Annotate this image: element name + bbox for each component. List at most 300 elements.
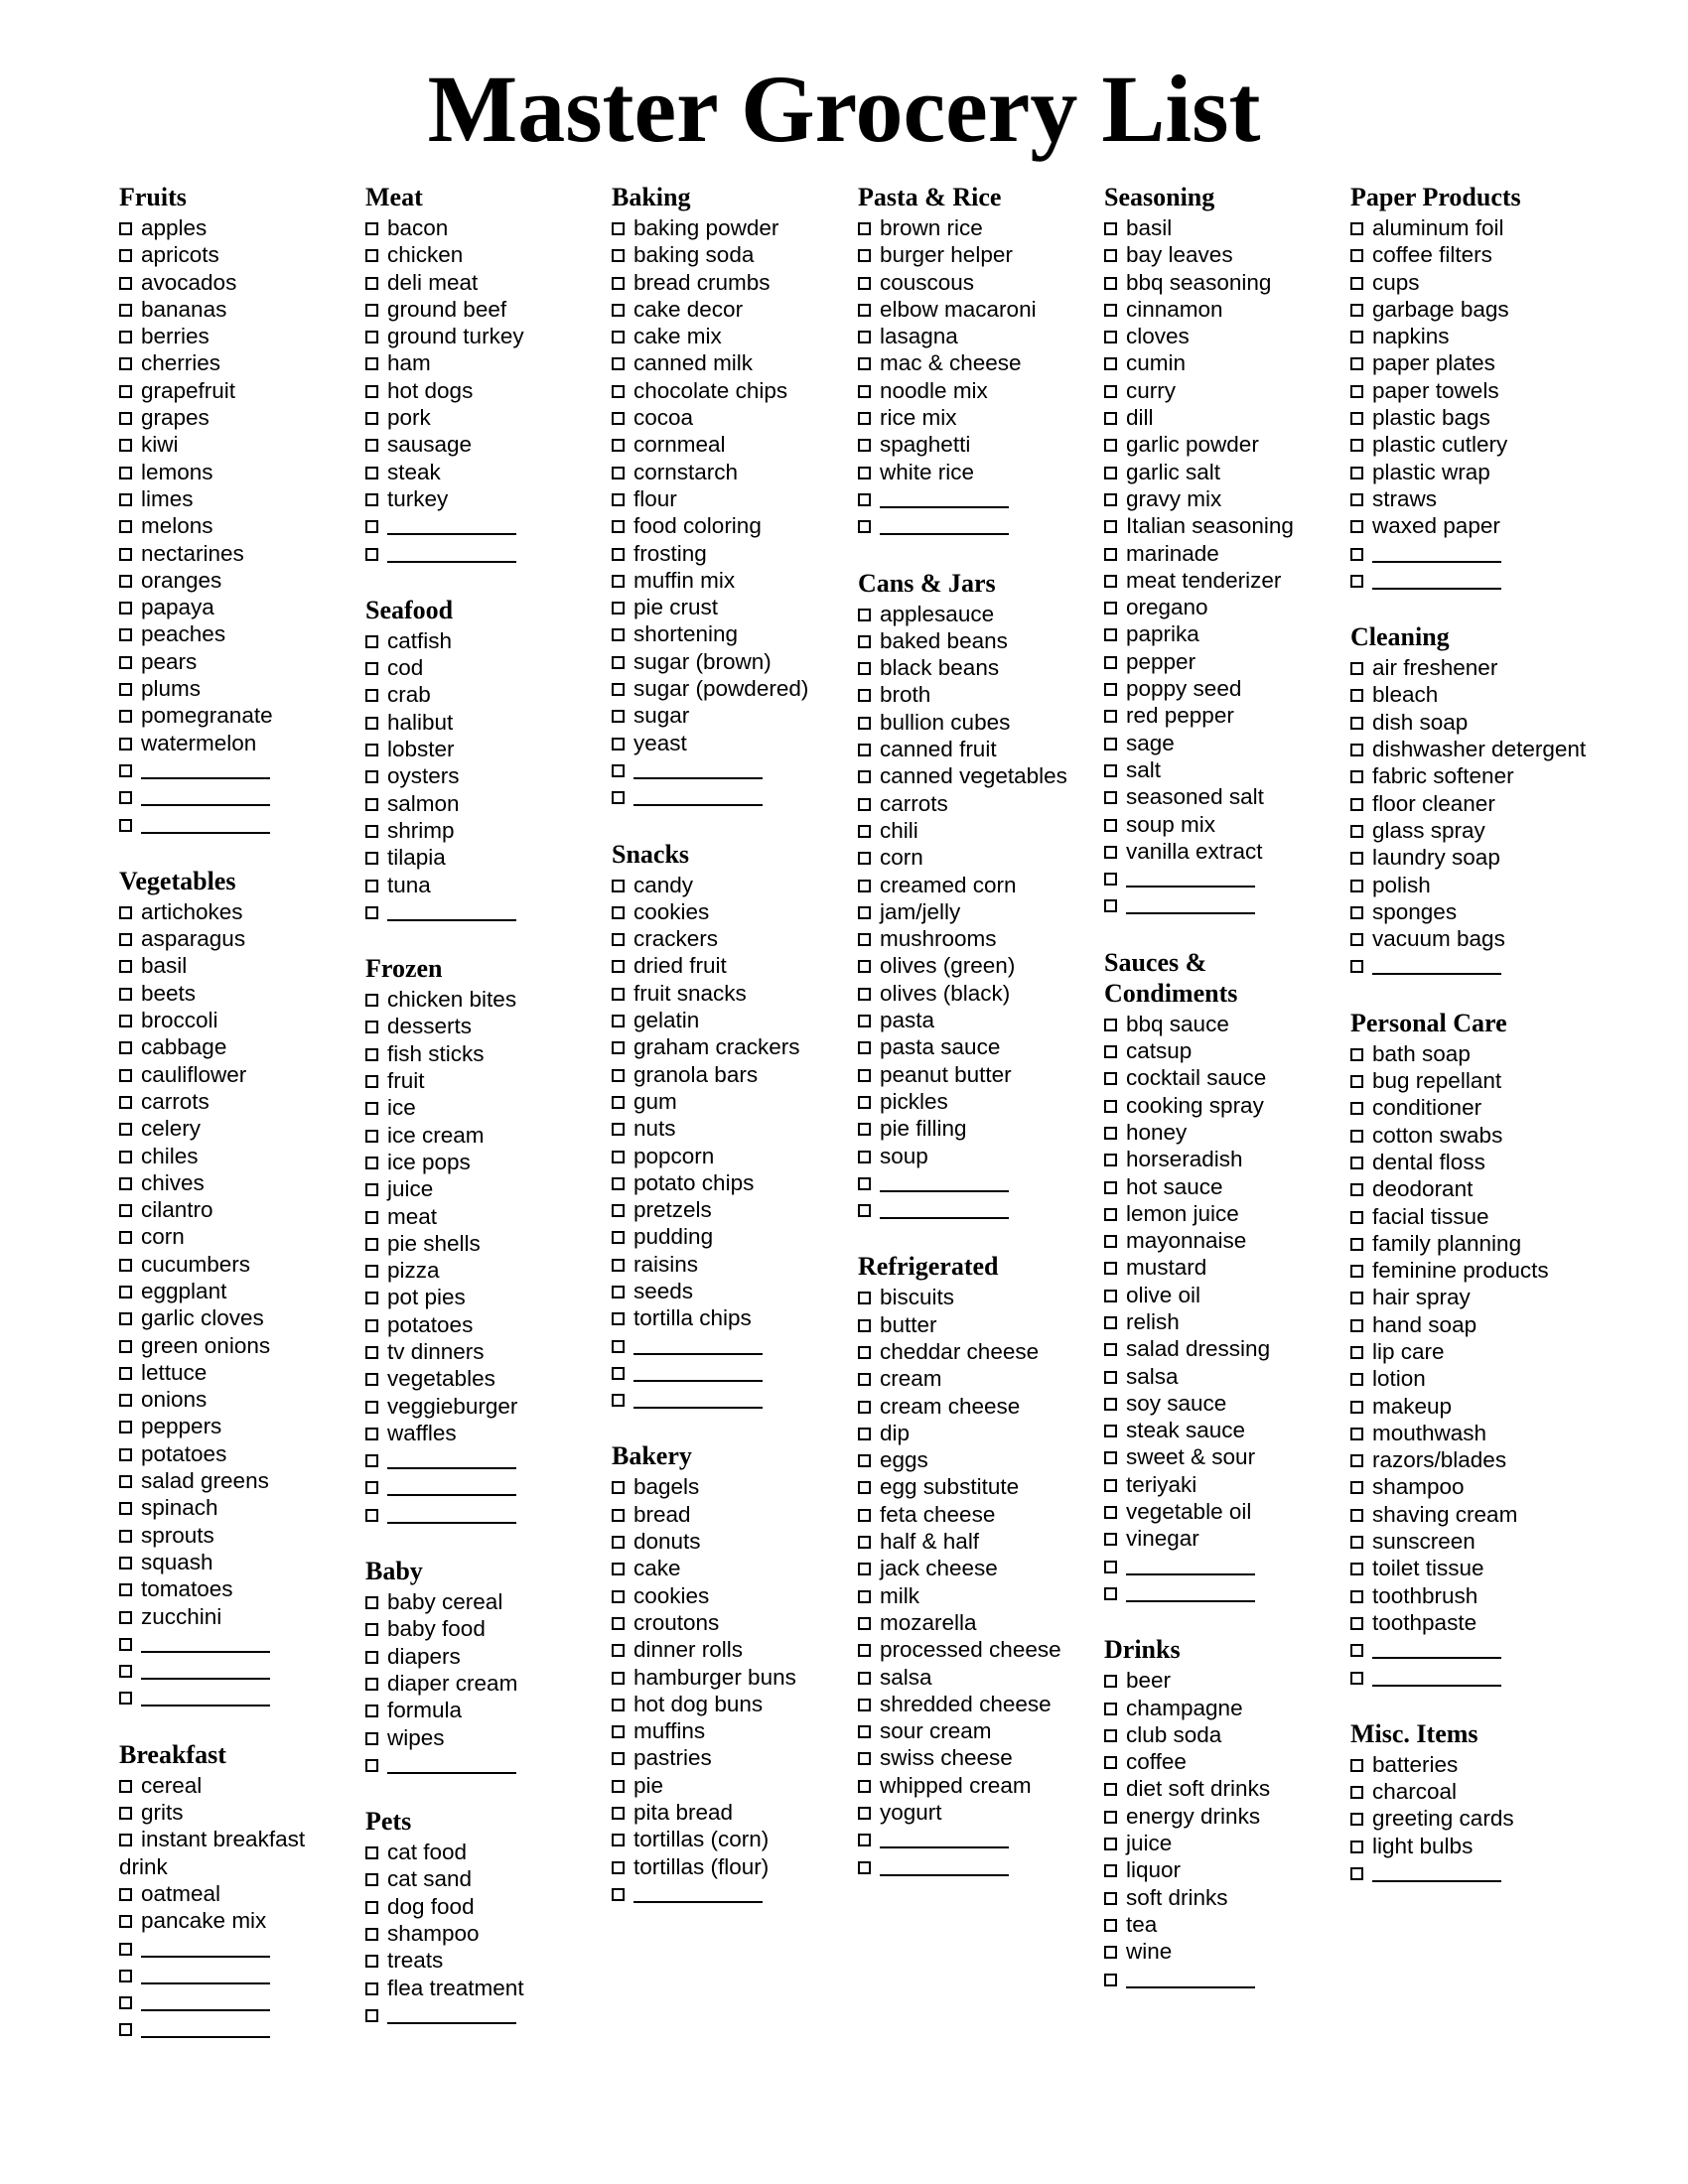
write-in-line[interactable] [141,758,270,779]
checkbox-icon[interactable] [119,385,132,398]
checkbox-icon[interactable] [1350,880,1363,892]
checkbox-icon[interactable] [612,1861,625,1874]
checkbox-icon[interactable] [365,798,378,811]
checkbox-icon[interactable] [365,1759,378,1772]
checkbox-icon[interactable] [1350,1672,1363,1685]
checkbox-icon[interactable] [1350,1346,1363,1359]
checkbox-icon[interactable] [612,1259,625,1272]
checkbox-icon[interactable] [1350,1759,1363,1772]
checkbox-icon[interactable] [858,1780,871,1793]
checkbox-icon[interactable] [1104,1479,1117,1492]
checkbox-icon[interactable] [365,1346,378,1359]
write-in-line[interactable] [1372,542,1501,563]
checkbox-icon[interactable] [119,304,132,317]
write-in-line[interactable] [141,813,270,834]
checkbox-icon[interactable] [612,683,625,696]
checkbox-icon[interactable] [1104,1208,1117,1221]
checkbox-icon[interactable] [365,1509,378,1522]
checkbox-icon[interactable] [858,635,871,648]
checkbox-icon[interactable] [1350,1867,1363,1880]
checkbox-icon[interactable] [1350,1265,1363,1278]
checkbox-icon[interactable] [119,1421,132,1433]
checkbox-icon[interactable] [612,933,625,946]
checkbox-icon[interactable] [612,1509,625,1522]
checkbox-icon[interactable] [1350,1183,1363,1196]
checkbox-icon[interactable] [858,1319,871,1332]
checkbox-icon[interactable] [365,1021,378,1033]
checkbox-icon[interactable] [365,1732,378,1745]
checkbox-icon[interactable] [1350,1428,1363,1440]
checkbox-icon[interactable] [119,520,132,533]
checkbox-icon[interactable] [858,493,871,506]
checkbox-icon[interactable] [1350,548,1363,561]
checkbox-icon[interactable] [1350,852,1363,865]
checkbox-icon[interactable] [1104,738,1117,751]
write-in-line[interactable] [1126,1581,1255,1602]
checkbox-icon[interactable] [858,1096,871,1109]
checkbox-icon[interactable] [1350,467,1363,479]
checkbox-icon[interactable] [365,1596,378,1609]
checkbox-icon[interactable] [119,1915,132,1928]
checkbox-icon[interactable] [858,277,871,290]
checkbox-icon[interactable] [119,710,132,723]
checkbox-icon[interactable] [612,357,625,370]
checkbox-icon[interactable] [119,357,132,370]
checkbox-icon[interactable] [612,1151,625,1163]
checkbox-icon[interactable] [1350,277,1363,290]
checkbox-icon[interactable] [1350,1211,1363,1224]
checkbox-icon[interactable] [858,439,871,452]
checkbox-icon[interactable] [1350,1075,1363,1088]
checkbox-icon[interactable] [858,1807,871,1820]
checkbox-icon[interactable] [365,1211,378,1224]
checkbox-icon[interactable] [1350,798,1363,811]
checkbox-icon[interactable] [612,1672,625,1685]
checkbox-icon[interactable] [1350,1509,1363,1522]
checkbox-icon[interactable] [119,249,132,262]
checkbox-icon[interactable] [1104,1316,1117,1329]
write-in-line[interactable] [633,1361,763,1382]
checkbox-icon[interactable] [1104,899,1117,912]
checkbox-icon[interactable] [119,1015,132,1027]
checkbox-icon[interactable] [1350,1048,1363,1061]
checkbox-icon[interactable] [119,1692,132,1705]
checkbox-icon[interactable] [858,1069,871,1082]
checkbox-icon[interactable] [1350,933,1363,946]
checkbox-icon[interactable] [858,1509,871,1522]
checkbox-icon[interactable] [858,331,871,343]
checkbox-icon[interactable] [119,906,132,919]
checkbox-icon[interactable] [612,1807,625,1820]
checkbox-icon[interactable] [1350,357,1363,370]
checkbox-icon[interactable] [1104,602,1117,614]
checkbox-icon[interactable] [858,1590,871,1603]
checkbox-icon[interactable] [365,357,378,370]
checkbox-icon[interactable] [612,493,625,506]
checkbox-icon[interactable] [1104,1783,1117,1796]
checkbox-icon[interactable] [858,1672,871,1685]
checkbox-icon[interactable] [119,602,132,614]
checkbox-icon[interactable] [612,385,625,398]
checkbox-icon[interactable] [1104,1127,1117,1140]
checkbox-icon[interactable] [612,1069,625,1082]
checkbox-icon[interactable] [1104,548,1117,561]
checkbox-icon[interactable] [1350,1373,1363,1386]
checkbox-icon[interactable] [612,1340,625,1353]
checkbox-icon[interactable] [858,1699,871,1711]
checkbox-icon[interactable] [1350,1157,1363,1169]
write-in-line[interactable] [633,1388,763,1409]
checkbox-icon[interactable] [612,222,625,235]
checkbox-icon[interactable] [119,222,132,235]
checkbox-icon[interactable] [1350,412,1363,425]
write-in-line[interactable] [633,1334,763,1355]
checkbox-icon[interactable] [858,689,871,702]
checkbox-icon[interactable] [858,609,871,621]
checkbox-icon[interactable] [365,1982,378,1995]
checkbox-icon[interactable] [858,1454,871,1467]
checkbox-icon[interactable] [612,764,625,777]
checkbox-icon[interactable] [365,1130,378,1143]
checkbox-icon[interactable] [1350,689,1363,702]
checkbox-icon[interactable] [119,1204,132,1217]
checkbox-icon[interactable] [119,1312,132,1325]
checkbox-icon[interactable] [1350,744,1363,756]
write-in-line[interactable] [141,1686,270,1706]
checkbox-icon[interactable] [1104,439,1117,452]
write-in-line[interactable] [1126,1555,1255,1575]
checkbox-icon[interactable] [1350,1238,1363,1251]
checkbox-icon[interactable] [1104,412,1117,425]
checkbox-icon[interactable] [119,548,132,561]
checkbox-icon[interactable] [119,1807,132,1820]
checkbox-icon[interactable] [119,933,132,946]
checkbox-icon[interactable] [1350,825,1363,838]
checkbox-icon[interactable] [1104,819,1117,832]
checkbox-icon[interactable] [858,933,871,946]
checkbox-icon[interactable] [119,1123,132,1136]
checkbox-icon[interactable] [1104,331,1117,343]
checkbox-icon[interactable] [119,1888,132,1901]
checkbox-icon[interactable] [858,1041,871,1054]
checkbox-icon[interactable] [119,1557,132,1570]
checkbox-icon[interactable] [1104,1506,1117,1519]
checkbox-icon[interactable] [119,683,132,696]
checkbox-icon[interactable] [858,852,871,865]
checkbox-icon[interactable] [612,602,625,614]
write-in-line[interactable] [387,1448,516,1469]
checkbox-icon[interactable] [612,520,625,533]
checkbox-icon[interactable] [1104,1425,1117,1437]
checkbox-icon[interactable] [119,467,132,479]
checkbox-icon[interactable] [119,1041,132,1054]
checkbox-icon[interactable] [612,249,625,262]
write-in-line[interactable] [633,1882,763,1903]
checkbox-icon[interactable] [858,1725,871,1738]
checkbox-icon[interactable] [612,960,625,973]
checkbox-icon[interactable] [365,1901,378,1914]
checkbox-icon[interactable] [1350,1563,1363,1575]
checkbox-icon[interactable] [365,249,378,262]
checkbox-icon[interactable] [365,1705,378,1717]
checkbox-icon[interactable] [612,1286,625,1298]
checkbox-icon[interactable] [119,656,132,669]
checkbox-icon[interactable] [1104,1451,1117,1464]
checkbox-icon[interactable] [612,412,625,425]
checkbox-icon[interactable] [858,1536,871,1549]
checkbox-icon[interactable] [858,1401,871,1414]
checkbox-icon[interactable] [365,2009,378,2022]
checkbox-icon[interactable] [1350,717,1363,730]
write-in-line[interactable] [633,758,763,779]
write-in-line[interactable] [141,1937,270,1958]
write-in-line[interactable] [1372,954,1501,975]
checkbox-icon[interactable] [1104,710,1117,723]
checkbox-icon[interactable] [1350,385,1363,398]
write-in-line[interactable] [387,1503,516,1524]
checkbox-icon[interactable] [1104,1072,1117,1085]
checkbox-icon[interactable] [365,1157,378,1169]
checkbox-icon[interactable] [119,1638,132,1651]
checkbox-icon[interactable] [612,1725,625,1738]
checkbox-icon[interactable] [1104,846,1117,859]
checkbox-icon[interactable] [858,249,871,262]
checkbox-icon[interactable] [365,1651,378,1664]
checkbox-icon[interactable] [119,1665,132,1678]
checkbox-icon[interactable] [1104,683,1117,696]
checkbox-icon[interactable] [612,1096,625,1109]
checkbox-icon[interactable] [612,1563,625,1575]
checkbox-icon[interactable] [858,825,871,838]
checkbox-icon[interactable] [119,819,132,832]
write-in-line[interactable] [880,487,1009,508]
checkbox-icon[interactable] [365,1481,378,1494]
checkbox-icon[interactable] [858,880,871,892]
checkbox-icon[interactable] [365,1401,378,1414]
checkbox-icon[interactable] [1350,906,1363,919]
checkbox-icon[interactable] [365,385,378,398]
write-in-line[interactable] [1126,867,1255,887]
checkbox-icon[interactable] [1350,575,1363,588]
checkbox-icon[interactable] [858,1177,871,1190]
write-in-line[interactable] [387,900,516,921]
checkbox-icon[interactable] [612,1481,625,1494]
checkbox-icon[interactable] [1104,357,1117,370]
write-in-line[interactable] [1372,1861,1501,1882]
checkbox-icon[interactable] [1104,1974,1117,1986]
checkbox-icon[interactable] [612,1888,625,1901]
checkbox-icon[interactable] [119,1448,132,1461]
checkbox-icon[interactable] [1104,1675,1117,1688]
checkbox-icon[interactable] [1350,1319,1363,1332]
checkbox-icon[interactable] [365,1373,378,1386]
checkbox-icon[interactable] [1104,1154,1117,1166]
checkbox-icon[interactable] [1104,1561,1117,1573]
checkbox-icon[interactable] [365,1319,378,1332]
checkbox-icon[interactable] [1104,791,1117,804]
checkbox-icon[interactable] [858,1373,871,1386]
checkbox-icon[interactable] [1104,1756,1117,1769]
checkbox-icon[interactable] [365,1238,378,1251]
checkbox-icon[interactable] [1350,249,1363,262]
checkbox-icon[interactable] [858,357,871,370]
checkbox-icon[interactable] [365,689,378,702]
checkbox-icon[interactable] [365,1075,378,1088]
checkbox-icon[interactable] [365,467,378,479]
write-in-line[interactable] [1372,1638,1501,1659]
checkbox-icon[interactable] [1104,656,1117,669]
checkbox-icon[interactable] [612,467,625,479]
checkbox-icon[interactable] [1350,304,1363,317]
write-in-line[interactable] [387,514,516,535]
checkbox-icon[interactable] [119,764,132,777]
checkbox-icon[interactable] [612,331,625,343]
write-in-line[interactable] [141,1990,270,2011]
checkbox-icon[interactable] [612,738,625,751]
checkbox-icon[interactable] [1350,222,1363,235]
checkbox-icon[interactable] [1104,520,1117,533]
checkbox-icon[interactable] [1350,1401,1363,1414]
checkbox-icon[interactable] [1104,1262,1117,1275]
checkbox-icon[interactable] [119,1970,132,1982]
checkbox-icon[interactable] [365,770,378,783]
checkbox-icon[interactable] [1104,1343,1117,1356]
checkbox-icon[interactable] [858,467,871,479]
checkbox-icon[interactable] [858,662,871,675]
checkbox-icon[interactable] [1350,1786,1363,1799]
write-in-line[interactable] [1126,1968,1255,1988]
checkbox-icon[interactable] [612,439,625,452]
checkbox-icon[interactable] [119,412,132,425]
checkbox-icon[interactable] [1350,1292,1363,1304]
checkbox-icon[interactable] [1104,1045,1117,1058]
checkbox-icon[interactable] [858,1123,871,1136]
checkbox-icon[interactable] [119,331,132,343]
checkbox-icon[interactable] [1104,467,1117,479]
checkbox-icon[interactable] [858,1644,871,1657]
checkbox-icon[interactable] [119,1943,132,1956]
checkbox-icon[interactable] [365,994,378,1007]
checkbox-icon[interactable] [119,628,132,641]
checkbox-icon[interactable] [119,1611,132,1624]
checkbox-icon[interactable] [1104,873,1117,886]
checkbox-icon[interactable] [365,662,378,675]
checkbox-icon[interactable] [119,1502,132,1515]
checkbox-icon[interactable] [858,412,871,425]
checkbox-icon[interactable] [1104,1290,1117,1302]
checkbox-icon[interactable] [365,825,378,838]
checkbox-icon[interactable] [119,1096,132,1109]
checkbox-icon[interactable] [858,1752,871,1765]
checkbox-icon[interactable] [1350,1454,1363,1467]
checkbox-icon[interactable] [365,1955,378,1968]
checkbox-icon[interactable] [612,628,625,641]
checkbox-icon[interactable] [365,520,378,533]
checkbox-icon[interactable] [1104,249,1117,262]
checkbox-icon[interactable] [119,960,132,973]
write-in-line[interactable] [141,1964,270,1984]
checkbox-icon[interactable] [1104,628,1117,641]
checkbox-icon[interactable] [119,1780,132,1793]
checkbox-icon[interactable] [119,2023,132,2036]
checkbox-icon[interactable] [612,277,625,290]
checkbox-icon[interactable] [612,1644,625,1657]
checkbox-icon[interactable] [365,744,378,756]
checkbox-icon[interactable] [858,1204,871,1217]
checkbox-icon[interactable] [858,1151,871,1163]
checkbox-icon[interactable] [1350,1644,1363,1657]
checkbox-icon[interactable] [1350,1536,1363,1549]
checkbox-icon[interactable] [119,1069,132,1082]
checkbox-icon[interactable] [612,548,625,561]
checkbox-icon[interactable] [1104,493,1117,506]
checkbox-icon[interactable] [1104,222,1117,235]
checkbox-icon[interactable] [365,1846,378,1859]
checkbox-icon[interactable] [1104,1181,1117,1194]
checkbox-icon[interactable] [612,304,625,317]
write-in-line[interactable] [141,1632,270,1653]
checkbox-icon[interactable] [365,277,378,290]
checkbox-icon[interactable] [1350,1813,1363,1826]
checkbox-icon[interactable] [612,1590,625,1603]
checkbox-icon[interactable] [1104,1371,1117,1384]
checkbox-icon[interactable] [858,717,871,730]
checkbox-icon[interactable] [119,1231,132,1244]
checkbox-icon[interactable] [365,548,378,561]
checkbox-icon[interactable] [612,1367,625,1380]
checkbox-icon[interactable] [612,1231,625,1244]
checkbox-icon[interactable] [612,1312,625,1325]
checkbox-icon[interactable] [119,1177,132,1190]
checkbox-icon[interactable] [119,1394,132,1407]
checkbox-icon[interactable] [612,1699,625,1711]
checkbox-icon[interactable] [119,1583,132,1596]
checkbox-icon[interactable] [1104,1703,1117,1715]
checkbox-icon[interactable] [365,331,378,343]
checkbox-icon[interactable] [858,1834,871,1846]
checkbox-icon[interactable] [365,717,378,730]
checkbox-icon[interactable] [365,1048,378,1061]
checkbox-icon[interactable] [1104,764,1117,777]
write-in-line[interactable] [1372,569,1501,590]
checkbox-icon[interactable] [612,880,625,892]
checkbox-icon[interactable] [365,1428,378,1440]
checkbox-icon[interactable] [119,439,132,452]
checkbox-icon[interactable] [1104,1864,1117,1877]
checkbox-icon[interactable] [858,1292,871,1304]
checkbox-icon[interactable] [612,791,625,804]
checkbox-icon[interactable] [858,1563,871,1575]
checkbox-icon[interactable] [1104,1892,1117,1905]
checkbox-icon[interactable] [858,1481,871,1494]
checkbox-icon[interactable] [119,277,132,290]
checkbox-icon[interactable] [1350,1130,1363,1143]
checkbox-icon[interactable] [1350,520,1363,533]
checkbox-icon[interactable] [1104,277,1117,290]
checkbox-icon[interactable] [1350,1841,1363,1853]
write-in-line[interactable] [387,542,516,563]
checkbox-icon[interactable] [119,988,132,1001]
checkbox-icon[interactable] [119,1996,132,2009]
checkbox-icon[interactable] [365,635,378,648]
write-in-line[interactable] [633,785,763,806]
write-in-line[interactable] [141,2017,270,2038]
checkbox-icon[interactable] [612,1177,625,1190]
checkbox-icon[interactable] [1104,385,1117,398]
checkbox-icon[interactable] [858,770,871,783]
checkbox-icon[interactable] [1350,960,1363,973]
checkbox-icon[interactable] [612,1834,625,1846]
